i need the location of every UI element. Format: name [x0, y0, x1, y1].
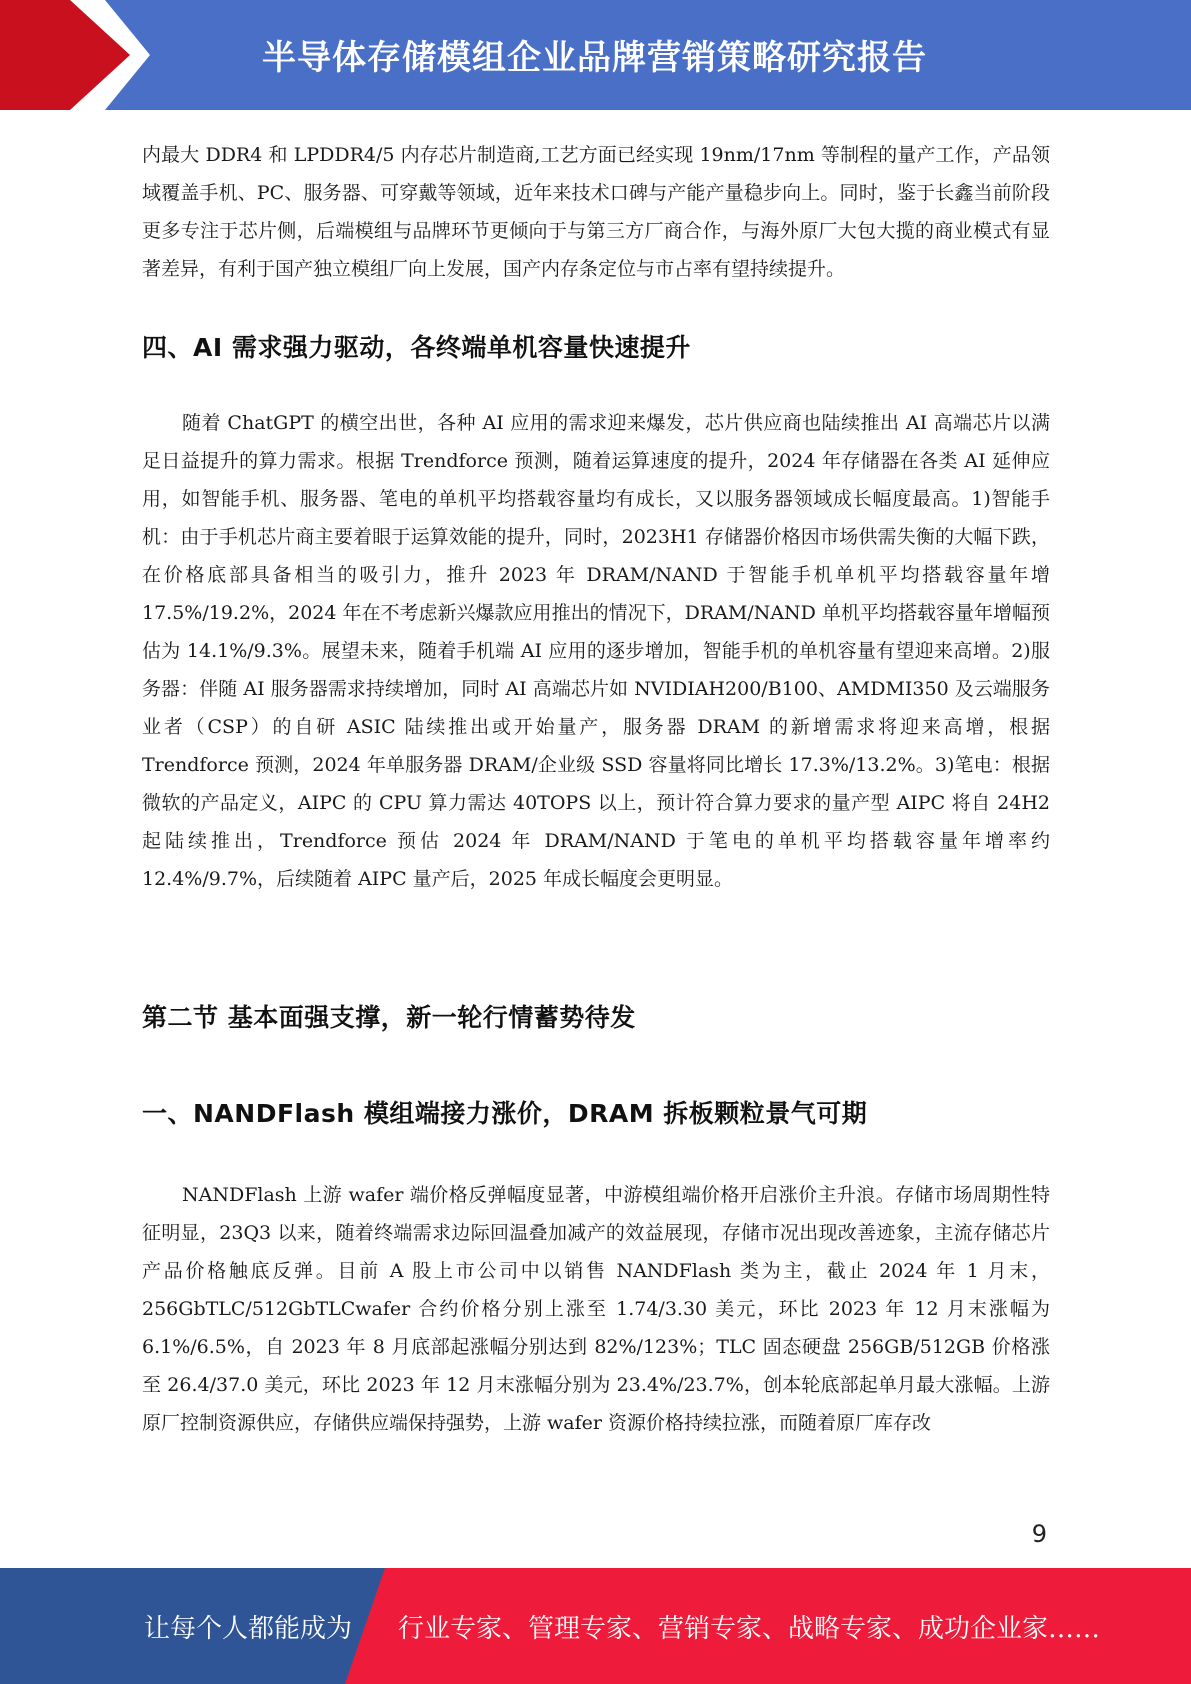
page-footer: [0, 1568, 1191, 1684]
subsection-heading: 四、AI 需求强力驱动，各终端单机容量快速提升: [142, 333, 691, 362]
body-paragraph: 随着 ChatGPT 的横空出世，各种 AI 应用的需求迎来爆发，芯片供应商也陆续推出 AI 高端芯片以满足日益提升的算力需求。根据 Trendforce 预测，随着运算速度的提升，2024 年存储器在各类 AI 延伸应用，如智能手机、服务器、笔电的单机平均搭载容量均有成长，又以服务器领域成长幅度最高。1)智能手机：由于手机芯片商主要着眼于运算效能的提升，同时，2023H1 存储器价格因市场供需失衡的大幅下跌，在价格底部具备相当的吸引力，推升 2023 年 DRAM/NAND 于智能手机单机平均搭载容量年增 17.5%/19.2%，2024 年在不考虑新兴爆款应用推出的情况下，DRAM/NAND 单机平均搭载容量年增幅预估为 14.1%/9.3%。展望未来，随着手机端 AI 应用的逐步增加，智能手机的单机容量有望迎来高增。2)服务器：伴随 AI 服务器需求持续增加，同时 AI 高端芯片如 NVIDIAH200/B100、AMDMI350 及云端服务业者（CSP）的自研 ASIC 陆续推出或开始量产，服务器 DRAM 的新增需求将迎来高增，根据 Trendforce 预测，2024 年单服务器 DRAM/企业级 SSD 容量将同比增长 17.3%/13.2%。3)笔电：根据微软的产品定义，AIPC 的 CPU 算力需达 40TOPS 以上，预计符合算力要求的量产型 AIPC 将自 24H2 起陆续推出，Trendforce 预估 2024 年 DRAM/NAND 于笔电的单机平均搭载容量年增率约 12.4%/9.7%，后续随着 AIPC 量产后，2025 年成长幅度会更明显。: [142, 412, 1050, 890]
footer-slogan-right: 行业专家、管理专家、营销专家、战略专家、成功企业家……: [398, 1614, 1101, 1644]
subsection-heading: 一、NANDFlash 模组端接力涨价，DRAM 拆板颗粒景气可期: [142, 1099, 868, 1128]
page-header: [0, 0, 1191, 110]
page-content: [142, 136, 1050, 1442]
body-paragraph: NANDFlash 上游 wafer 端价格反弹幅度显著，中游模组端价格开启涨价主升浪。存储市场周期性特征明显，23Q3 以来，随着终端需求边际回温叠加减产的效益展现，存储市况出现改善迹象，主流存储芯片产品价格触底反弹。目前 A 股上市公司中以销售 NANDFlash 类为主，截止 2024 年 1 月末，256GbTLC/512GbTLCwafer 合约价格分别上涨至 1.74/3.30 美元，环比 2023 年 12 月末涨幅为 6.1%/6.5%，自 2023 年 8 月底部起涨幅分别达到 82%/123%；TLC 固态硬盘 256GB/512GB 价格涨至 26.4/37.0 美元，环比 2023 年 12 月末涨幅分别为 23.4%/23.7%，创本轮底部起单月最大涨幅。上游原厂控制资源供应，存储供应端保持强势，上游 wafer 资源价格持续拉涨，而随着原厂库存改: [142, 1184, 1050, 1434]
header-arrow-decoration: [0, 0, 160, 110]
report-title: 半导体存储模组企业品牌营销策略研究报告: [262, 38, 927, 78]
footer-slogan-left: 让每个人都能成为: [144, 1614, 353, 1644]
page-number: 9: [1031, 1520, 1047, 1548]
body-paragraph: 内最大 DDR4 和 LPDDR4/5 内存芯片制造商,工艺方面已经实现 19nm/17nm 等制程的量产工作，产品领域覆盖手机、PC、服务器、可穿戴等领域，近年来技术口碑与产能产量稳步向上。同时，鉴于长鑫当前阶段更多专注于芯片侧，后端模组与品牌环节更倾向于与第三方厂商合作，与海外原厂大包大揽的商业模式有显著差异，有利于国产独立模组厂向上发展，国产内存条定位与市占率有望持续提升。: [142, 144, 1050, 280]
section-heading: 第二节 基本面强支撑，新一轮行情蓄势待发: [142, 1003, 636, 1032]
